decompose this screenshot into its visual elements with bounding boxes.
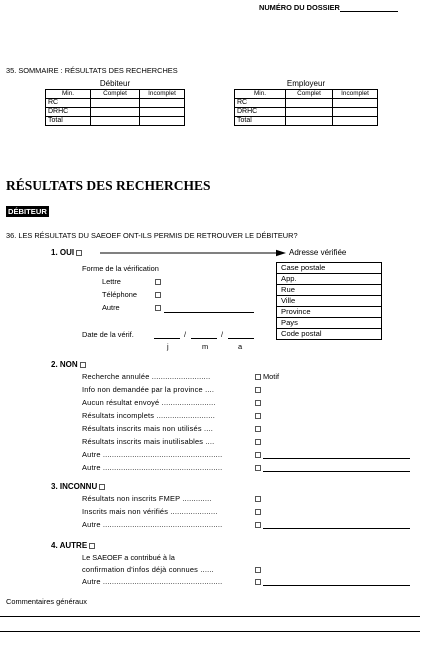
address-field-code-postal[interactable]: Code postal xyxy=(277,329,382,340)
table-cell[interactable] xyxy=(140,108,185,117)
comments-line-2[interactable] xyxy=(0,631,420,632)
row-label: DRHC xyxy=(46,108,91,117)
inconnu-autre-field[interactable] xyxy=(263,528,410,529)
date-day-label: j xyxy=(167,342,169,351)
autre-option[interactable]: 4. AUTRE xyxy=(51,541,95,550)
non-option[interactable]: 2. NON xyxy=(51,360,86,369)
non-item-5-checkbox[interactable] xyxy=(255,439,261,445)
non-checkbox[interactable] xyxy=(80,362,86,368)
motif-label: Motif xyxy=(263,372,280,381)
date-year-field[interactable] xyxy=(228,338,254,339)
table-cell[interactable] xyxy=(333,108,378,117)
results-heading: RÉSULTATS DES RECHERCHES xyxy=(6,178,211,193)
oui-checkbox[interactable] xyxy=(76,250,82,256)
telephone-checkbox[interactable] xyxy=(155,292,161,298)
table-cell[interactable] xyxy=(91,108,140,117)
table-caption: Débiteur xyxy=(99,79,131,88)
table-cell[interactable] xyxy=(333,117,378,126)
non-item-3: Résultats incomplets .......................... xyxy=(82,411,216,420)
autre-autre-checkbox[interactable] xyxy=(255,579,261,585)
summary-table-employeur xyxy=(234,80,378,126)
non-item-6-checkbox[interactable] xyxy=(255,452,261,458)
comments-line-1[interactable] xyxy=(0,616,420,617)
non-item-2-checkbox[interactable] xyxy=(255,400,261,406)
non-item-1-checkbox[interactable] xyxy=(255,387,261,393)
autre-checkbox[interactable] xyxy=(89,543,95,549)
row-label: DRHC xyxy=(235,108,286,117)
address-field-pays[interactable]: Pays xyxy=(277,318,382,329)
inconnu-option[interactable]: 3. INCONNU xyxy=(51,482,105,491)
row-label: RC xyxy=(46,99,91,108)
non-item-5: Résultats inscrits mais inutilisables .... xyxy=(82,437,215,446)
question-36: 36. LES RÉSULTATS DU SAEOEF ONT-ILS PERMIS DE RETROUVER LE DÉBITEUR? xyxy=(6,231,298,240)
non-autre-field-1[interactable] xyxy=(263,458,410,459)
verification-form-label: Forme de la vérification xyxy=(82,264,159,273)
table-header: Complet xyxy=(286,90,333,99)
address-field-app[interactable]: App. xyxy=(277,274,382,285)
address-table xyxy=(276,262,382,340)
address-field-ville[interactable]: Ville xyxy=(277,296,382,307)
non-item-0-checkbox[interactable] xyxy=(255,374,261,380)
method-telephone: Téléphone xyxy=(102,290,137,299)
autre-text-3: Autre ..................................................... xyxy=(82,577,223,586)
non-item-2: Aucun résultat envoyé ........................ xyxy=(82,398,216,407)
inconnu-item-1-checkbox[interactable] xyxy=(255,509,261,515)
date-month-label: m xyxy=(202,342,209,351)
arrow-icon xyxy=(100,248,286,258)
non-autre-field-2[interactable] xyxy=(263,471,410,472)
inconnu-item-1: Inscrits mais non vérifiés ..................... xyxy=(82,507,218,516)
non-item-1: Info non demandée par la province .... xyxy=(82,385,215,394)
non-item-6: Autre ..................................................... xyxy=(82,450,223,459)
autre-text-1: Le SAEOEF a contribué à la xyxy=(82,553,175,562)
date-year-label: a xyxy=(238,342,243,351)
date-day-field[interactable] xyxy=(154,338,180,339)
method-autre: Autre xyxy=(102,303,120,312)
inconnu-item-2-checkbox[interactable] xyxy=(255,522,261,528)
inconnu-item-0: Résultats non inscrits FMEP ............. xyxy=(82,494,212,503)
non-item-4-checkbox[interactable] xyxy=(255,426,261,432)
table-header: Complet xyxy=(91,90,140,99)
lettre-checkbox[interactable] xyxy=(155,279,161,285)
autre-confirm-checkbox[interactable] xyxy=(255,567,261,573)
address-field-rue[interactable]: Rue xyxy=(277,285,382,296)
oui-option[interactable]: 1. OUI xyxy=(51,248,82,257)
table-cell[interactable] xyxy=(286,99,333,108)
address-verified-label: Adresse vérifiée xyxy=(289,248,347,257)
dossier-number-field[interactable] xyxy=(340,11,398,12)
non-item-0: Recherche annulée .......................... xyxy=(82,372,211,381)
table-cell[interactable] xyxy=(91,99,140,108)
table-caption: Employeur xyxy=(286,79,326,88)
address-field-case-postale[interactable]: Case postale xyxy=(277,263,382,274)
table-cell[interactable] xyxy=(91,117,140,126)
inconnu-item-0-checkbox[interactable] xyxy=(255,496,261,502)
address-field-province[interactable]: Province xyxy=(277,307,382,318)
table-cell[interactable] xyxy=(333,99,378,108)
row-label: RC xyxy=(235,99,286,108)
non-item-7: Autre ..................................................... xyxy=(82,463,223,472)
table-cell[interactable] xyxy=(140,117,185,126)
autre-autre-field[interactable] xyxy=(263,585,410,586)
autre-text-2: confirmation d'infos déjà connues ...... xyxy=(82,565,214,574)
row-label: Total xyxy=(46,117,91,126)
comments-label: Commentaires généraux xyxy=(6,597,87,606)
non-item-3-checkbox[interactable] xyxy=(255,413,261,419)
row-label: Total xyxy=(235,117,286,126)
date-label: Date de la vérif. xyxy=(82,330,134,339)
table-header: Min. xyxy=(46,90,91,99)
table-cell[interactable] xyxy=(140,99,185,108)
autre-method-field[interactable] xyxy=(164,312,254,313)
table-cell[interactable] xyxy=(286,117,333,126)
non-item-4: Résultats inscrits mais non utilisés .... xyxy=(82,424,214,433)
section-35-title: 35. SOMMAIRE : RÉSULTATS DES RECHERCHES xyxy=(6,66,178,75)
table-header: Min. xyxy=(235,90,286,99)
inconnu-checkbox[interactable] xyxy=(99,484,105,490)
table-header: Incomplet xyxy=(333,90,378,99)
dossier-label: NUMÉRO DU DOSSIER xyxy=(259,3,340,12)
method-lettre: Lettre xyxy=(102,277,121,286)
inconnu-item-2: Autre ..................................................... xyxy=(82,520,223,529)
summary-table-debiteur xyxy=(45,80,185,126)
table-header: Incomplet xyxy=(140,90,185,99)
debiteur-tag: DÉBITEUR xyxy=(8,207,47,216)
table-cell[interactable] xyxy=(286,108,333,117)
non-item-7-checkbox[interactable] xyxy=(255,465,261,471)
date-month-field[interactable] xyxy=(191,338,217,339)
autre-method-checkbox[interactable] xyxy=(155,305,161,311)
